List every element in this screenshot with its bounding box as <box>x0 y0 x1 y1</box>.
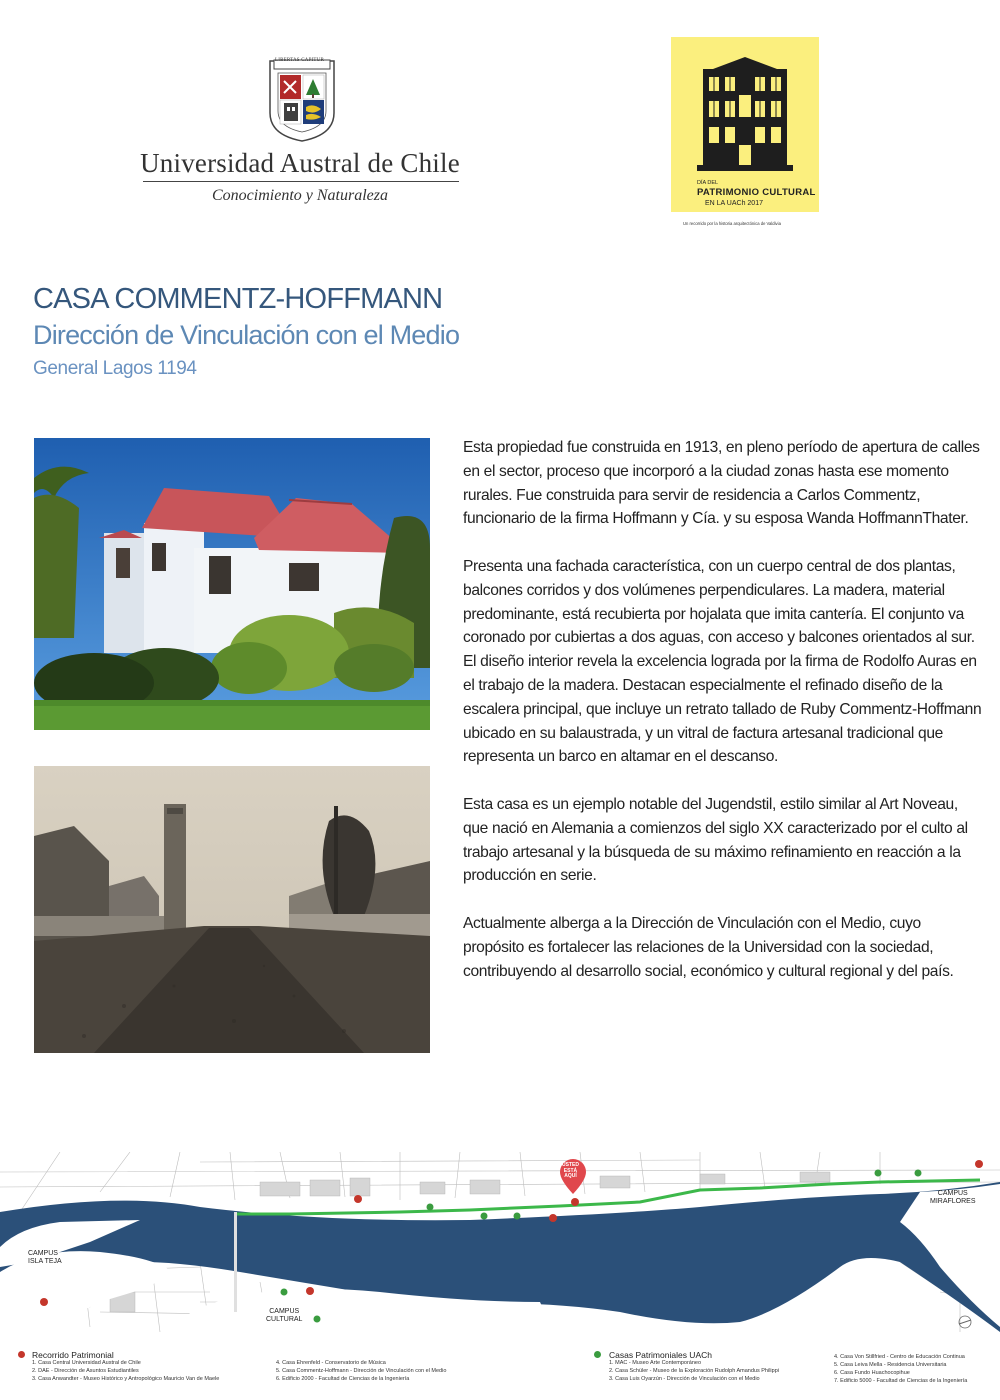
legend-item: 4. Casa Ehrenfeld - Conservatorio de Música <box>276 1360 386 1366</box>
campus-cultural-label: CAMPUS CULTURAL <box>266 1308 303 1323</box>
red-dot-icon <box>18 1351 25 1358</box>
heritage-day-badge <box>671 37 819 226</box>
paragraph-current-use: Actualmente alberga a la Dirección de Vinculación con el Medio, cuyo propósito es fortalecer las relaciones de la Universidad con la sociedad, contribuyendo al desarrollo social, económico y cultural regional y del país. <box>463 914 954 980</box>
paragraph-facade: Presenta una fachada característica, con un cuerpo central de dos plantas, balcones corridos y dos volúmenes perpendiculares. La madera, material predominante, está recubierta por hojalata que imita cantería. El conjunto va coronado por cubiertas a dos aguas, con acceso y balcones orientados al sur. El diseño interior revela la excelencia lograda por la firma de Rodolfo Auras en el trabajo de la madera. Destacan especialmente el refinado diseño de la escalera principal, que incluye un retrato tallado de Ruby Commentz-Hoffmann ubicado en su balaustrada, y un vitral de factura artesanal tradicional que representa un barco en altamar en el descanso. <box>463 557 982 766</box>
description-text <box>463 436 983 1007</box>
paragraph-style: Esta casa es un ejemplo notable del Jugendstil, estilo similar al Art Noveau, que nació en Alemania a comienzos del siglo XX caracterizado por el culto al trabajo artesanal y la búsqueda de su máximo refinamiento en reacción a la producción en serie. <box>463 795 968 885</box>
page-title: CASA COMMENTZ-HOFFMANN <box>33 283 443 315</box>
paragraph-history: Esta propiedad fue construida en 1913, en pleno período de apertura de calles en el sector, proceso que incorporó a la ciudad zonas hasta ese momento rurales. Fue construida para servir de residencia a Carlos Commentz, funcionario de la firma Hoffmann y Cía. y su esposa Wanda HoffmannThater. <box>463 439 980 528</box>
house-color-photo <box>34 438 430 730</box>
address: General Lagos 1194 <box>33 358 197 379</box>
university-motto: Conocimiento y Naturaleza <box>212 187 388 204</box>
legend-item: 2. DAE - Dirección de Asuntos Estudiantiles <box>32 1368 139 1374</box>
legend-recorrido-title: Recorrido Patrimonial <box>32 1350 114 1360</box>
campus-isla-teja-label: CAMPUS ISLA TEJA <box>28 1250 62 1265</box>
legend-item: 4. Casa Von Stillfried - Centro de Educación Continua <box>834 1354 965 1360</box>
legend-item: 7. Edificio 5000 - Facultad de Ciencias de la Ingeniería <box>834 1378 968 1384</box>
legend-item: 5. Casa Leiva Mella - Residencia Universitaria <box>834 1362 947 1368</box>
legend-item: 1. MAC - Museo Arte Contemporáneo <box>609 1360 702 1366</box>
page-subtitle: Dirección de Vinculación con el Medio <box>33 320 460 350</box>
badge-line-4: Un recorrido por la historia arquitectónica de Valdivia <box>683 221 781 226</box>
legend-item: 6. Casa Fundo Huachocopihue <box>834 1370 910 1376</box>
legend-item: 1. Casa Central Universidad Austral de Chile <box>32 1360 141 1366</box>
legend-item: 6. Edificio 2000 - Facultad de Ciencias de la Ingeniería <box>276 1376 410 1382</box>
green-dot-icon <box>594 1351 601 1358</box>
crest-motto: LIBERTAS CAPITUR <box>275 58 325 63</box>
legend-casas-title: Casas Patrimoniales UACh <box>609 1350 712 1360</box>
route-map <box>0 1152 1000 1345</box>
university-crest <box>266 57 338 143</box>
legend-item: 2. Casa Schüler - Museo de la Exploración Rudolph Amandus Philippi <box>609 1368 779 1374</box>
badge-line-1: DÍA DEL <box>697 180 719 186</box>
header-divider <box>143 181 459 182</box>
badge-line-3: EN LA UACh 2017 <box>705 200 763 207</box>
university-name: Universidad Austral de Chile <box>140 148 460 178</box>
you-are-here-label: USTED ESTÁ AQUÍ <box>562 1162 579 1179</box>
legend-item: 3. Casa Anwandter - Museo Histórico y Antropológico Mauricio Van de Maele <box>32 1376 220 1382</box>
building-sketch-icon <box>693 55 797 173</box>
historic-street-photo <box>34 766 430 1053</box>
campus-miraflores-label: CAMPUS MIRAFLORES <box>930 1190 976 1205</box>
badge-line-2: PATRIMONIO CULTURAL <box>697 187 816 198</box>
legend-item: 3. Casa Luis Oyarzún - Dirección de Vinculación con el Medio <box>609 1376 760 1382</box>
legend-item: 5. Casa Commentz-Hoffmann - Dirección de Vinculación con el Medio <box>276 1368 447 1374</box>
